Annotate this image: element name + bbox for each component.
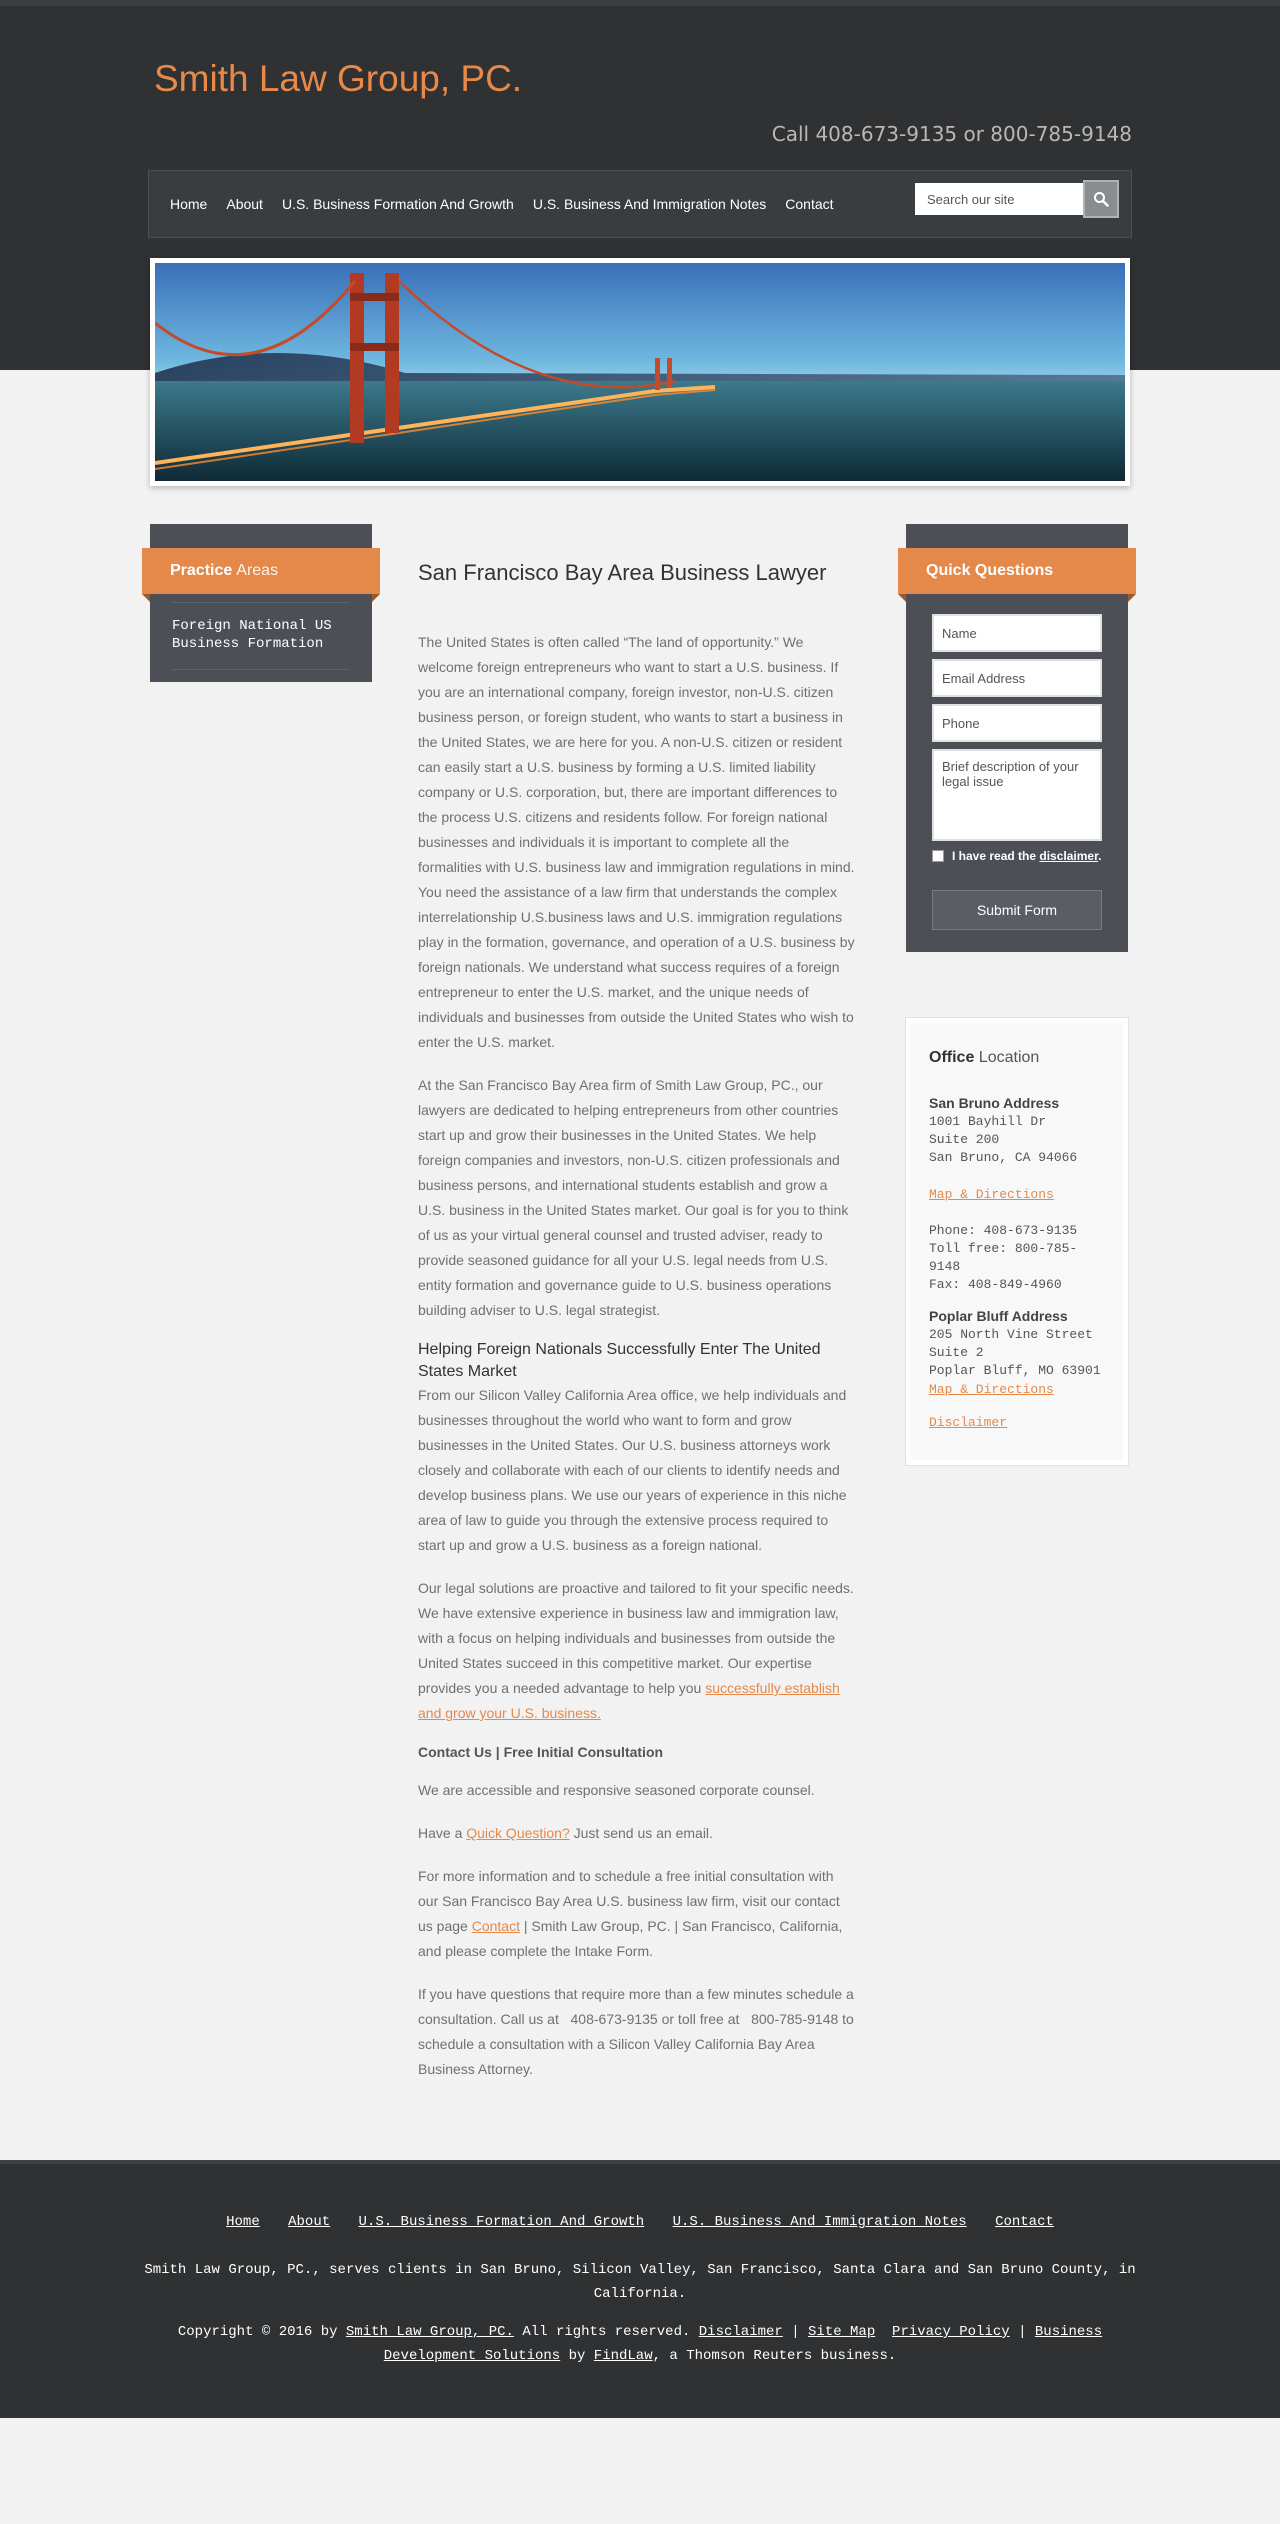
name-field[interactable] <box>932 614 1102 652</box>
paragraph: The United States is often called “The land of opportunity.” We welcome foreign entrepreneurs who want to start a U.S. business. If you are an international company, foreign investor, non-U.S. citizen business person, or foreign student, who wants to start a business in the United States, we are here for you. A non-U.S. citizen or resident can easily start a U.S. business by forming a U.S. limited liability company or U.S. corporation, but, there are important differences to the process U.S. citizens and residents follow. For foreign national businesses and individuals it is important to complete all the formalities with U.S. business law and immigration regulations in mind. You need the assistance of a law firm that understands the complex interrelationship U.S.business laws and U.S. immigration regulations play in the formation, governance, and operation of a U.S. business by foreign nationals. We understand what success requires of a foreign entrepreneur to enter the U.S. market, and the unique needs of individuals and businesses from outside the United States who wish to enter the U.S. market. <box>418 634 855 1050</box>
footer-firm-link[interactable]: Smith Law Group, PC. <box>345 2324 514 2340</box>
paragraph: If you have questions that require more than a few minutes schedule a consultation. Call us at 408-673-9135 or toll free at 800-785-9148 to schedule a consultation with a Silicon Valley California Bay Area Business Attorney. <box>418 1986 858 2077</box>
paragraph: At the San Francisco Bay Area firm of Smith Law Group, PC., our lawyers are dedicated to helping entrepreneurs from other countries start up and grow their businesses in the United States. We help foreign companies and investors, non-U.S. citizen professionals and business persons, and international students establish and grow a U.S. business in the United States market. Our goal is for you to think of us as your virtual general counsel and trusted adviser, ready to provide seasoned guidance for all your U.S. legal needs from U.S. entity formation and governance guide to U.S. business operations building adviser to U.S. legal strategist. <box>418 1077 849 1318</box>
phone-field[interactable] <box>932 704 1102 742</box>
submit-button[interactable]: Submit Form <box>932 890 1102 930</box>
search-icon <box>1093 191 1109 207</box>
footer-nav-contact[interactable]: Contact <box>995 2214 1054 2230</box>
toll-free-number: Toll free: 800-785-9148 <box>929 1241 1078 1274</box>
address-line: Poplar Bluff, MO 63901 <box>929 1363 1101 1378</box>
disclaimer-link[interactable]: disclaimer <box>1039 849 1099 863</box>
footer-findlaw-link[interactable]: FindLaw <box>593 2348 653 2364</box>
office-disclaimer-link[interactable]: Disclaimer <box>929 1415 1008 1430</box>
left-sidebar <box>150 524 372 2100</box>
disclaimer-checkbox[interactable] <box>932 850 944 862</box>
nav-about[interactable]: About <box>226 196 263 212</box>
address-line: 205 North Vine Street <box>929 1327 1093 1342</box>
quick-questions-title: Quick Questions <box>898 548 1136 594</box>
search-form <box>915 183 1119 218</box>
main-nav <box>148 170 1132 238</box>
footer-copyright: Copyright © 2016 by Smith Law Group, PC. All rights reserved. Disclaimer | Site Map Privacy Policy | Business Development Solutions by FindLaw, a Thomson Reuters business. <box>177 2324 1103 2364</box>
footer-sitemap-link[interactable]: Site Map <box>808 2324 876 2340</box>
quick-question-link[interactable]: Quick Question? <box>466 1825 570 1841</box>
footer-privacy-link[interactable]: Privacy Policy <box>892 2324 1010 2340</box>
nav-contact[interactable]: Contact <box>785 196 834 212</box>
paragraph: Have a Quick Question? Just send us an email. <box>418 1825 713 1841</box>
map-directions-link[interactable]: Map & Directions <box>929 1382 1054 1397</box>
search-input[interactable] <box>915 183 1083 215</box>
address-line: San Bruno, CA 94066 <box>929 1150 1078 1165</box>
footer-nav-home[interactable]: Home <box>226 2214 260 2230</box>
footer-nav-immigration-notes[interactable]: U.S. Business And Immigration Notes <box>672 2214 967 2230</box>
footer-nav-business-formation[interactable]: U.S. Business Formation And Growth <box>358 2214 645 2230</box>
footer-serves-text: Smith Law Group, PC., serves clients in San Bruno, Silicon Valley, San Francisco, Santa Clara and San Bruno County, in California. <box>144 2262 1136 2302</box>
main-content <box>418 524 856 2100</box>
right-sidebar <box>906 524 1128 2100</box>
san-bruno-heading: San Bruno Address <box>929 1095 1060 1111</box>
quick-questions-widget <box>906 524 1128 952</box>
nav-business-formation[interactable]: U.S. Business Formation And Growth <box>281 196 514 212</box>
footer-nav-about[interactable]: About <box>288 2214 331 2230</box>
practice-areas-widget <box>150 524 372 682</box>
nav-immigration-notes[interactable]: U.S. Business And Immigration Notes <box>532 196 767 212</box>
description-field[interactable] <box>932 749 1102 841</box>
search-button[interactable] <box>1083 180 1119 218</box>
poplar-bluff-heading: Poplar Bluff Address <box>929 1308 1068 1324</box>
header <box>0 0 1280 370</box>
disclaimer-label: I have read the disclaimer. <box>952 849 1102 863</box>
contact-page-link[interactable]: Contact <box>471 1918 520 1934</box>
footer-disclaimer-link[interactable]: Disclaimer <box>698 2324 783 2340</box>
paragraph: For more information and to schedule a free initial consultation with our San Francisco Bay Area U.S. business law firm, visit our contact us page Contact | Smith Law Group, PC. | San Francisco, California, and please complete the Intake Form. <box>418 1868 843 1959</box>
site-title[interactable]: Smith Law Group, PC. <box>154 58 523 99</box>
email-field[interactable] <box>932 659 1102 697</box>
header-phone: Call 408-673-9135 or 800-785-9148 <box>771 122 1132 146</box>
footer <box>0 2160 1280 2418</box>
office-title: Office Location <box>929 1049 1040 1066</box>
footer-nav <box>0 2214 1280 2230</box>
paragraph: From our Silicon Valley California Area office, we help individuals and businesses throughout the world who want to form and grow businesses in the United States. Our U.S. business attorneys work closely and collaborate with each of our clients to identify needs and develop business plans. We use our years of experience in this niche area of law to guide you through the extensive process required to start up and grow a U.S. business as a foreign national. <box>418 1387 847 1553</box>
practice-areas-title: Practice Areas <box>142 548 380 594</box>
page-title: San Francisco Bay Area Business Lawyer <box>418 560 827 585</box>
fax-number: Fax: 408-849-4960 <box>929 1277 1062 1292</box>
section-heading: Helping Foreign Nationals Successfully Enter The United States Market <box>418 1341 821 1380</box>
footer-bds-link[interactable]: Business Development Solutions <box>383 2324 1103 2364</box>
contact-heading: Contact Us | Free Initial Consultation <box>418 1744 664 1760</box>
address-line: Suite 200 <box>929 1132 1000 1147</box>
phone-number: Phone: 408-673-9135 <box>929 1223 1078 1238</box>
map-directions-link[interactable]: Map & Directions <box>929 1187 1054 1202</box>
address-line: Suite 2 <box>929 1345 984 1360</box>
paragraph: Our legal solutions are proactive and tailored to fit your specific needs. We have extensive experience in business law and immigration law, with a focus on helping individuals and businesses from outside the United States succeed in this competitive market. Our expertise provides you a needed advantage to help you successfully establish and grow your U.S. business. <box>418 1580 854 1721</box>
address-line: 1001 Bayhill Dr <box>929 1114 1047 1129</box>
practice-item-foreign-national[interactable]: Foreign National US Business Formation <box>172 602 350 670</box>
establish-business-link[interactable]: successfully establish and grow your U.S. business. <box>418 1680 840 1721</box>
office-location-widget <box>906 1018 1128 1465</box>
paragraph: We are accessible and responsive seasoned corporate counsel. <box>418 1782 815 1798</box>
disclaimer-row <box>932 848 1102 864</box>
nav-home[interactable]: Home <box>170 196 208 212</box>
